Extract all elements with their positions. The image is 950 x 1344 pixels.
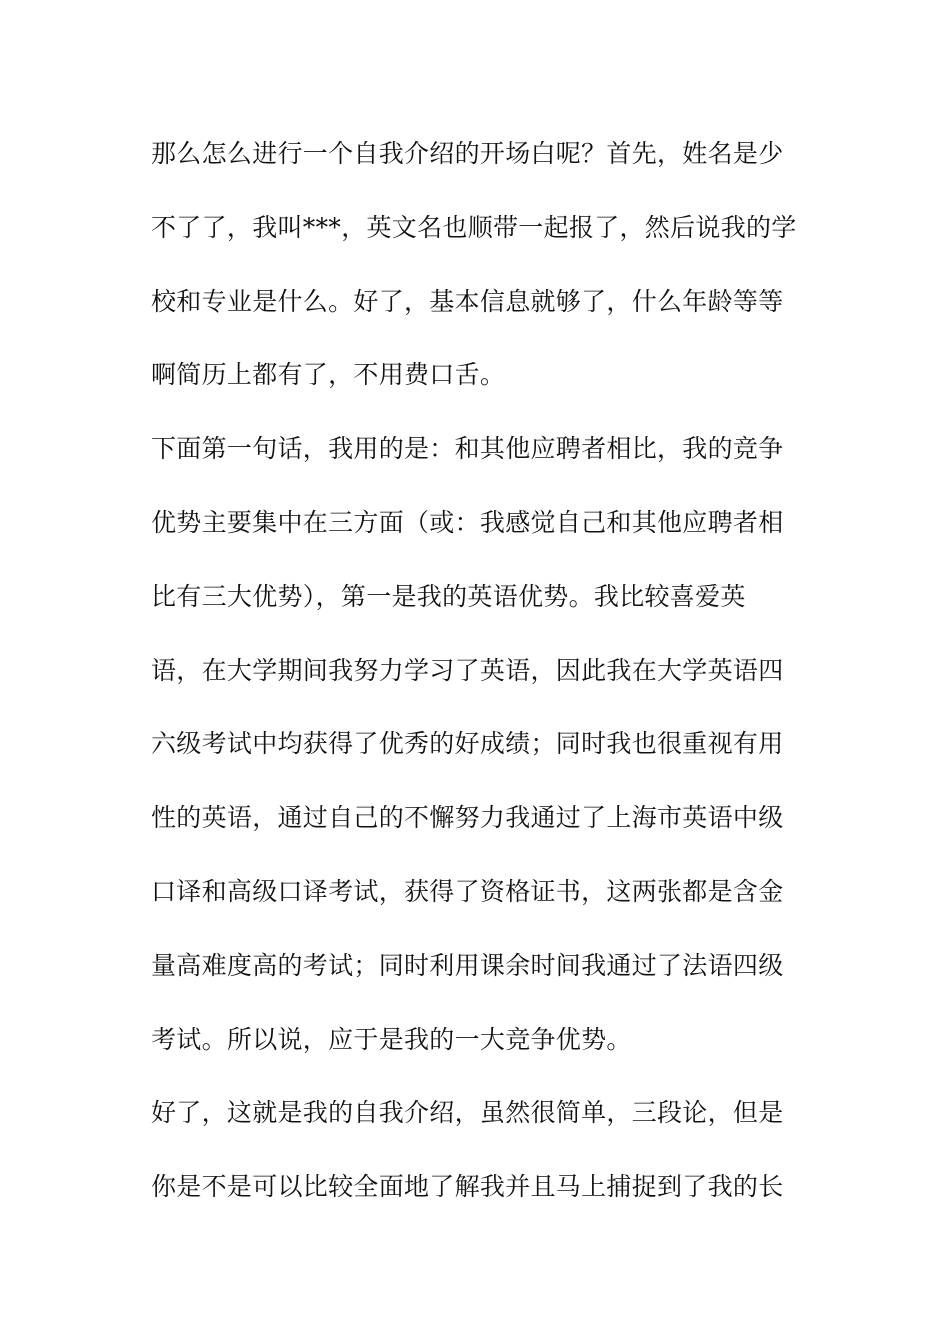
text-line: 量高难度高的考试；同时利用课余时间我通过了法语四级 xyxy=(151,950,784,980)
text-line: 那么怎么进行一个自我介绍的开场白呢？首先，姓名是少 xyxy=(151,139,784,168)
text-line: 性的英语，通过自己的不懈努力我通过了上海市英语中级 xyxy=(151,803,784,833)
text-line: 下面第一句话，我用的是：和其他应聘者相比，我的竞争 xyxy=(151,434,784,464)
text-line: 好了，这就是我的自我介绍，虽然很简单，三段论，但是 xyxy=(151,1098,784,1128)
text-line: 比有三大优势），第一是我的英语优势。我比较喜爱英 xyxy=(151,581,746,611)
text-line: 你是不是可以比较全面地了解我并且马上捕捉到了我的长 xyxy=(151,1172,784,1202)
text-line: 优势主要集中在三方面（或：我感觉自己和其他应聘者相 xyxy=(151,507,784,537)
text-line: 校和专业是什么。好了，基本信息就够了，什么年龄等等 xyxy=(151,286,784,316)
text-line: 口译和高级口译考试，获得了资格证书，这两张都是含金 xyxy=(151,876,784,906)
text-line: 考试。所以说，应于是我的一大竞争优势。 xyxy=(151,1024,632,1054)
text-line: 六级考试中均获得了优秀的好成绩；同时我也很重视有用 xyxy=(151,729,784,759)
body-text xyxy=(151,134,811,1241)
text-line: 不了了，我叫***，英文名也顺带一起报了，然后说我的学 xyxy=(151,212,797,242)
text-line: 啊简历上都有了，不用费口舌。 xyxy=(151,360,506,390)
text-line: 语，在大学期间我努力学习了英语，因此我在大学英语四 xyxy=(151,655,784,685)
